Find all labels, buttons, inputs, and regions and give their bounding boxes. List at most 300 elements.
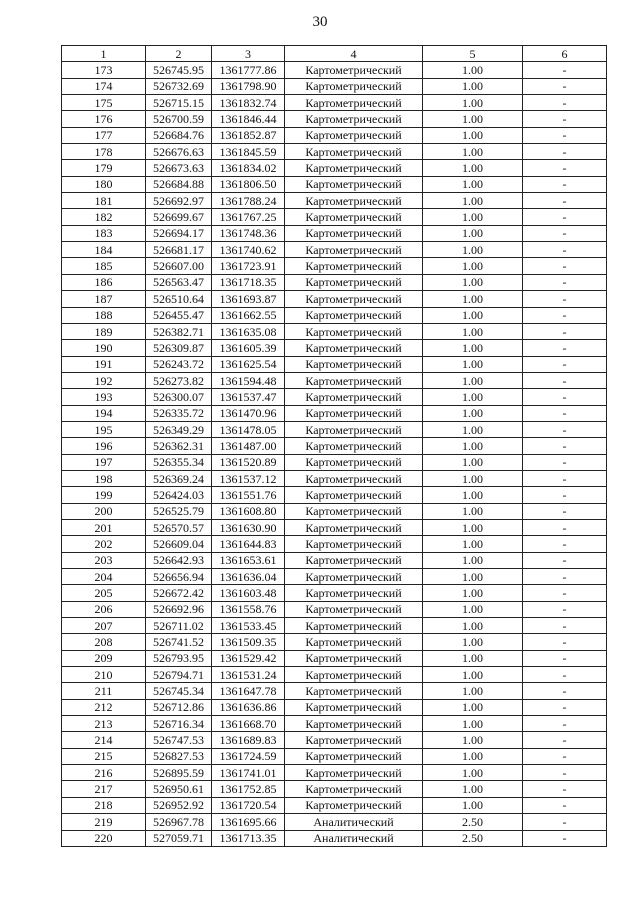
point-number-cell: 218 [62, 797, 146, 813]
note-cell: - [523, 323, 607, 339]
note-cell: - [523, 765, 607, 781]
accuracy-cell: 1.00 [423, 470, 523, 486]
y-coordinate-cell: 1361487.00 [212, 438, 285, 454]
x-coordinate-cell: 526676.63 [146, 144, 212, 160]
point-number-cell: 197 [62, 454, 146, 470]
accuracy-cell: 1.00 [423, 650, 523, 666]
method-cell: Картометрический [285, 748, 423, 764]
point-number-cell: 192 [62, 372, 146, 388]
accuracy-cell: 1.00 [423, 438, 523, 454]
method-cell: Картометрический [285, 765, 423, 781]
point-number-cell: 189 [62, 323, 146, 339]
x-coordinate-cell: 526716.34 [146, 716, 212, 732]
method-cell: Картометрический [285, 340, 423, 356]
accuracy-cell: 1.00 [423, 569, 523, 585]
table-row [62, 438, 607, 454]
table-row [62, 144, 607, 160]
y-coordinate-cell: 1361630.90 [212, 519, 285, 535]
method-cell: Картометрический [285, 667, 423, 683]
table-row [62, 258, 607, 274]
method-cell: Картометрический [285, 650, 423, 666]
x-coordinate-cell: 526510.64 [146, 291, 212, 307]
x-coordinate-cell: 526694.17 [146, 225, 212, 241]
method-cell: Картометрический [285, 797, 423, 813]
y-coordinate-cell: 1361723.91 [212, 258, 285, 274]
note-cell: - [523, 307, 607, 323]
point-number-cell: 184 [62, 242, 146, 258]
accuracy-cell: 1.00 [423, 716, 523, 732]
accuracy-cell: 1.00 [423, 258, 523, 274]
column-header: 1 [62, 46, 146, 62]
method-cell: Картометрический [285, 536, 423, 552]
point-number-cell: 183 [62, 225, 146, 241]
accuracy-cell: 1.00 [423, 585, 523, 601]
y-coordinate-cell: 1361520.89 [212, 454, 285, 470]
note-cell: - [523, 372, 607, 388]
table-row [62, 765, 607, 781]
column-header: 3 [212, 46, 285, 62]
accuracy-cell: 1.00 [423, 732, 523, 748]
method-cell: Картометрический [285, 699, 423, 715]
x-coordinate-cell: 526747.53 [146, 732, 212, 748]
y-coordinate-cell: 1361846.44 [212, 111, 285, 127]
note-cell: - [523, 258, 607, 274]
table-row [62, 552, 607, 568]
x-coordinate-cell: 526656.94 [146, 569, 212, 585]
method-cell: Картометрический [285, 732, 423, 748]
x-coordinate-cell: 526525.79 [146, 503, 212, 519]
point-number-cell: 216 [62, 765, 146, 781]
table-row [62, 699, 607, 715]
table-row [62, 536, 607, 552]
table-row [62, 650, 607, 666]
table-row [62, 193, 607, 209]
table-row [62, 781, 607, 797]
accuracy-cell: 1.00 [423, 176, 523, 192]
x-coordinate-cell: 526794.71 [146, 667, 212, 683]
note-cell: - [523, 470, 607, 486]
point-number-cell: 191 [62, 356, 146, 372]
note-cell: - [523, 683, 607, 699]
y-coordinate-cell: 1361509.35 [212, 634, 285, 650]
note-cell: - [523, 176, 607, 192]
point-number-cell: 211 [62, 683, 146, 699]
note-cell: - [523, 814, 607, 830]
point-number-cell: 201 [62, 519, 146, 535]
method-cell: Картометрический [285, 519, 423, 535]
note-cell: - [523, 781, 607, 797]
method-cell: Картометрический [285, 389, 423, 405]
accuracy-cell: 1.00 [423, 552, 523, 568]
table-row [62, 176, 607, 192]
point-number-cell: 195 [62, 421, 146, 437]
accuracy-cell: 1.00 [423, 781, 523, 797]
x-coordinate-cell: 526309.87 [146, 340, 212, 356]
accuracy-cell: 1.00 [423, 291, 523, 307]
method-cell: Картометрический [285, 95, 423, 111]
y-coordinate-cell: 1361788.24 [212, 193, 285, 209]
method-cell: Картометрический [285, 209, 423, 225]
accuracy-cell: 1.00 [423, 95, 523, 111]
x-coordinate-cell: 526692.96 [146, 601, 212, 617]
y-coordinate-cell: 1361834.02 [212, 160, 285, 176]
note-cell: - [523, 389, 607, 405]
method-cell: Картометрический [285, 144, 423, 160]
method-cell: Картометрический [285, 438, 423, 454]
note-cell: - [523, 667, 607, 683]
accuracy-cell: 1.00 [423, 193, 523, 209]
note-cell: - [523, 356, 607, 372]
accuracy-cell: 1.00 [423, 160, 523, 176]
y-coordinate-cell: 1361693.87 [212, 291, 285, 307]
accuracy-cell: 1.00 [423, 62, 523, 78]
x-coordinate-cell: 526715.15 [146, 95, 212, 111]
accuracy-cell: 1.00 [423, 536, 523, 552]
y-coordinate-cell: 1361594.48 [212, 372, 285, 388]
x-coordinate-cell: 526692.97 [146, 193, 212, 209]
x-coordinate-cell: 526455.47 [146, 307, 212, 323]
y-coordinate-cell: 1361470.96 [212, 405, 285, 421]
column-header: 4 [285, 46, 423, 62]
point-number-cell: 208 [62, 634, 146, 650]
method-cell: Картометрический [285, 634, 423, 650]
table-row [62, 683, 607, 699]
method-cell: Картометрический [285, 160, 423, 176]
method-cell: Аналитический [285, 830, 423, 846]
y-coordinate-cell: 1361852.87 [212, 127, 285, 143]
table-row [62, 830, 607, 846]
method-cell: Картометрический [285, 683, 423, 699]
method-cell: Картометрический [285, 716, 423, 732]
x-coordinate-cell: 526732.69 [146, 78, 212, 94]
table-row [62, 372, 607, 388]
accuracy-cell: 1.00 [423, 683, 523, 699]
point-number-cell: 205 [62, 585, 146, 601]
point-number-cell: 206 [62, 601, 146, 617]
y-coordinate-cell: 1361832.74 [212, 95, 285, 111]
note-cell: - [523, 340, 607, 356]
y-coordinate-cell: 1361558.76 [212, 601, 285, 617]
x-coordinate-cell: 526642.93 [146, 552, 212, 568]
note-cell: - [523, 830, 607, 846]
table-row [62, 421, 607, 437]
method-cell: Картометрический [285, 356, 423, 372]
method-cell: Картометрический [285, 487, 423, 503]
table-row [62, 209, 607, 225]
y-coordinate-cell: 1361537.47 [212, 389, 285, 405]
table-row [62, 340, 607, 356]
method-cell: Картометрический [285, 225, 423, 241]
note-cell: - [523, 405, 607, 421]
method-cell: Картометрический [285, 127, 423, 143]
method-cell: Картометрический [285, 193, 423, 209]
accuracy-cell: 2.50 [423, 830, 523, 846]
point-number-cell: 217 [62, 781, 146, 797]
method-cell: Картометрический [285, 258, 423, 274]
note-cell: - [523, 209, 607, 225]
table-row [62, 405, 607, 421]
note-cell: - [523, 699, 607, 715]
point-number-cell: 188 [62, 307, 146, 323]
accuracy-cell: 1.00 [423, 519, 523, 535]
accuracy-cell: 1.00 [423, 340, 523, 356]
y-coordinate-cell: 1361741.01 [212, 765, 285, 781]
x-coordinate-cell: 526699.67 [146, 209, 212, 225]
x-coordinate-cell: 526684.88 [146, 176, 212, 192]
point-number-cell: 185 [62, 258, 146, 274]
y-coordinate-cell: 1361767.25 [212, 209, 285, 225]
x-coordinate-cell: 526950.61 [146, 781, 212, 797]
y-coordinate-cell: 1361752.85 [212, 781, 285, 797]
x-coordinate-cell: 526712.86 [146, 699, 212, 715]
method-cell: Картометрический [285, 274, 423, 290]
table-row [62, 519, 607, 535]
x-coordinate-cell: 526681.17 [146, 242, 212, 258]
table-row [62, 127, 607, 143]
table-row [62, 242, 607, 258]
accuracy-cell: 1.00 [423, 127, 523, 143]
accuracy-cell: 2.50 [423, 814, 523, 830]
table-row [62, 748, 607, 764]
x-coordinate-cell: 526349.29 [146, 421, 212, 437]
x-coordinate-cell: 526793.95 [146, 650, 212, 666]
accuracy-cell: 1.00 [423, 307, 523, 323]
table-row [62, 356, 607, 372]
x-coordinate-cell: 526355.34 [146, 454, 212, 470]
point-number-cell: 182 [62, 209, 146, 225]
y-coordinate-cell: 1361748.36 [212, 225, 285, 241]
x-coordinate-cell: 526243.72 [146, 356, 212, 372]
table-row [62, 732, 607, 748]
point-number-cell: 175 [62, 95, 146, 111]
column-header: 5 [423, 46, 523, 62]
table-row [62, 62, 607, 78]
accuracy-cell: 1.00 [423, 503, 523, 519]
table-row [62, 470, 607, 486]
note-cell: - [523, 585, 607, 601]
table-row [62, 389, 607, 405]
note-cell: - [523, 634, 607, 650]
accuracy-cell: 1.00 [423, 797, 523, 813]
note-cell: - [523, 225, 607, 241]
y-coordinate-cell: 1361636.04 [212, 569, 285, 585]
method-cell: Картометрический [285, 585, 423, 601]
y-coordinate-cell: 1361653.61 [212, 552, 285, 568]
x-coordinate-cell: 526607.00 [146, 258, 212, 274]
method-cell: Картометрический [285, 470, 423, 486]
point-number-cell: 179 [62, 160, 146, 176]
y-coordinate-cell: 1361608.80 [212, 503, 285, 519]
x-coordinate-cell: 526335.72 [146, 405, 212, 421]
y-coordinate-cell: 1361689.83 [212, 732, 285, 748]
y-coordinate-cell: 1361537.12 [212, 470, 285, 486]
y-coordinate-cell: 1361777.86 [212, 62, 285, 78]
accuracy-cell: 1.00 [423, 78, 523, 94]
point-number-cell: 174 [62, 78, 146, 94]
table-header-row [62, 46, 607, 62]
point-number-cell: 187 [62, 291, 146, 307]
table-row [62, 323, 607, 339]
x-coordinate-cell: 526273.82 [146, 372, 212, 388]
method-cell: Картометрический [285, 242, 423, 258]
accuracy-cell: 1.00 [423, 372, 523, 388]
column-header: 6 [523, 46, 607, 62]
note-cell: - [523, 618, 607, 634]
method-cell: Картометрический [285, 618, 423, 634]
x-coordinate-cell: 526967.78 [146, 814, 212, 830]
y-coordinate-cell: 1361529.42 [212, 650, 285, 666]
point-number-cell: 220 [62, 830, 146, 846]
y-coordinate-cell: 1361644.83 [212, 536, 285, 552]
note-cell: - [523, 503, 607, 519]
point-number-cell: 210 [62, 667, 146, 683]
x-coordinate-cell: 526362.31 [146, 438, 212, 454]
table-row [62, 601, 607, 617]
point-number-cell: 202 [62, 536, 146, 552]
accuracy-cell: 1.00 [423, 634, 523, 650]
point-number-cell: 198 [62, 470, 146, 486]
y-coordinate-cell: 1361740.62 [212, 242, 285, 258]
method-cell: Картометрический [285, 405, 423, 421]
y-coordinate-cell: 1361695.66 [212, 814, 285, 830]
y-coordinate-cell: 1361668.70 [212, 716, 285, 732]
method-cell: Картометрический [285, 78, 423, 94]
note-cell: - [523, 111, 607, 127]
method-cell: Картометрический [285, 62, 423, 78]
y-coordinate-cell: 1361531.24 [212, 667, 285, 683]
table-row [62, 225, 607, 241]
method-cell: Аналитический [285, 814, 423, 830]
y-coordinate-cell: 1361625.54 [212, 356, 285, 372]
y-coordinate-cell: 1361533.45 [212, 618, 285, 634]
x-coordinate-cell: 526424.03 [146, 487, 212, 503]
note-cell: - [523, 242, 607, 258]
point-number-cell: 186 [62, 274, 146, 290]
note-cell: - [523, 519, 607, 535]
table-row [62, 78, 607, 94]
coordinates-table [61, 45, 607, 847]
y-coordinate-cell: 1361647.78 [212, 683, 285, 699]
point-number-cell: 219 [62, 814, 146, 830]
note-cell: - [523, 144, 607, 160]
x-coordinate-cell: 526382.71 [146, 323, 212, 339]
method-cell: Картометрический [285, 601, 423, 617]
point-number-cell: 209 [62, 650, 146, 666]
accuracy-cell: 1.00 [423, 454, 523, 470]
note-cell: - [523, 536, 607, 552]
x-coordinate-cell: 526952.92 [146, 797, 212, 813]
point-number-cell: 196 [62, 438, 146, 454]
y-coordinate-cell: 1361478.05 [212, 421, 285, 437]
point-number-cell: 212 [62, 699, 146, 715]
x-coordinate-cell: 526369.24 [146, 470, 212, 486]
accuracy-cell: 1.00 [423, 323, 523, 339]
accuracy-cell: 1.00 [423, 242, 523, 258]
method-cell: Картометрический [285, 421, 423, 437]
note-cell: - [523, 454, 607, 470]
y-coordinate-cell: 1361635.08 [212, 323, 285, 339]
x-coordinate-cell: 526684.76 [146, 127, 212, 143]
point-number-cell: 180 [62, 176, 146, 192]
note-cell: - [523, 569, 607, 585]
page-number: 30 [312, 14, 328, 30]
method-cell: Картометрический [285, 111, 423, 127]
y-coordinate-cell: 1361724.59 [212, 748, 285, 764]
point-number-cell: 215 [62, 748, 146, 764]
note-cell: - [523, 487, 607, 503]
table-body [62, 62, 607, 847]
table-row [62, 618, 607, 634]
accuracy-cell: 1.00 [423, 209, 523, 225]
x-coordinate-cell: 526563.47 [146, 274, 212, 290]
x-coordinate-cell: 526673.63 [146, 160, 212, 176]
y-coordinate-cell: 1361605.39 [212, 340, 285, 356]
x-coordinate-cell: 526827.53 [146, 748, 212, 764]
note-cell: - [523, 160, 607, 176]
accuracy-cell: 1.00 [423, 765, 523, 781]
x-coordinate-cell: 526570.57 [146, 519, 212, 535]
note-cell: - [523, 797, 607, 813]
x-coordinate-cell: 526609.04 [146, 536, 212, 552]
table-row [62, 716, 607, 732]
accuracy-cell: 1.00 [423, 111, 523, 127]
point-number-cell: 190 [62, 340, 146, 356]
table-row [62, 160, 607, 176]
point-number-cell: 176 [62, 111, 146, 127]
column-header: 2 [146, 46, 212, 62]
note-cell: - [523, 438, 607, 454]
method-cell: Картометрический [285, 454, 423, 470]
y-coordinate-cell: 1361806.50 [212, 176, 285, 192]
y-coordinate-cell: 1361603.48 [212, 585, 285, 601]
x-coordinate-cell: 526700.59 [146, 111, 212, 127]
table-row [62, 797, 607, 813]
point-number-cell: 204 [62, 569, 146, 585]
point-number-cell: 177 [62, 127, 146, 143]
y-coordinate-cell: 1361720.54 [212, 797, 285, 813]
point-number-cell: 199 [62, 487, 146, 503]
x-coordinate-cell: 526895.59 [146, 765, 212, 781]
point-number-cell: 193 [62, 389, 146, 405]
note-cell: - [523, 650, 607, 666]
point-number-cell: 213 [62, 716, 146, 732]
x-coordinate-cell: 526711.02 [146, 618, 212, 634]
y-coordinate-cell: 1361798.90 [212, 78, 285, 94]
x-coordinate-cell: 527059.71 [146, 830, 212, 846]
method-cell: Картометрический [285, 372, 423, 388]
point-number-cell: 200 [62, 503, 146, 519]
note-cell: - [523, 127, 607, 143]
point-number-cell: 214 [62, 732, 146, 748]
y-coordinate-cell: 1361713.35 [212, 830, 285, 846]
accuracy-cell: 1.00 [423, 667, 523, 683]
note-cell: - [523, 716, 607, 732]
accuracy-cell: 1.00 [423, 487, 523, 503]
accuracy-cell: 1.00 [423, 748, 523, 764]
table-row [62, 487, 607, 503]
table-row [62, 814, 607, 830]
y-coordinate-cell: 1361662.55 [212, 307, 285, 323]
note-cell: - [523, 291, 607, 307]
method-cell: Картометрический [285, 307, 423, 323]
note-cell: - [523, 421, 607, 437]
x-coordinate-cell: 526741.52 [146, 634, 212, 650]
method-cell: Картометрический [285, 176, 423, 192]
note-cell: - [523, 552, 607, 568]
method-cell: Картометрический [285, 569, 423, 585]
method-cell: Картометрический [285, 323, 423, 339]
note-cell: - [523, 732, 607, 748]
